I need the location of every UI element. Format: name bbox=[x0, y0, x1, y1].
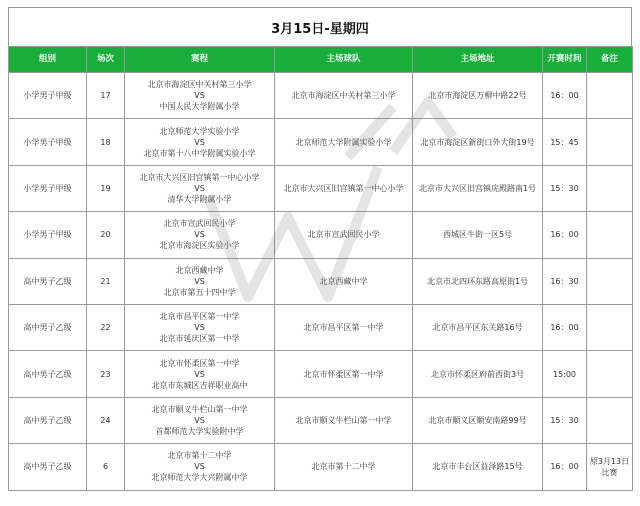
group-cell: 高中男子乙级 bbox=[9, 258, 87, 304]
match-no-cell: 18 bbox=[87, 119, 125, 165]
home-team-cell: 北京市顺义牛栏山第一中学 bbox=[275, 397, 413, 443]
match-no-cell: 23 bbox=[87, 351, 125, 397]
fixture-away-team: 中国人民大学附属小学 bbox=[159, 102, 240, 112]
note-cell bbox=[587, 165, 633, 211]
fixture-home-team: 北京市第十二中学 bbox=[167, 451, 232, 461]
fixture-away-team: 北京市第十八中学附属实验小学 bbox=[143, 148, 256, 158]
table-row bbox=[9, 304, 633, 350]
table-row bbox=[9, 73, 633, 119]
fixture-cell bbox=[125, 165, 275, 211]
fixture-away-team: 北京市东城区吉祥职业高中 bbox=[151, 380, 248, 390]
fixture-home-team: 北京市宣武回民小学 bbox=[163, 219, 236, 229]
start-time-cell: 15:00 bbox=[543, 351, 587, 397]
fixture-home-team: 北京市顺义牛栏山第一中学 bbox=[151, 404, 248, 414]
start-time-cell: 16：00 bbox=[543, 73, 587, 119]
home-address-cell: 北京市昌平区东关路16号 bbox=[413, 304, 543, 350]
fixture-cell bbox=[125, 73, 275, 119]
table-row bbox=[9, 397, 633, 443]
fixture-away-team: 清华大学附属小学 bbox=[167, 194, 232, 204]
start-time-cell: 16：00 bbox=[543, 212, 587, 258]
table-row bbox=[9, 258, 633, 304]
note-cell bbox=[587, 212, 633, 258]
note-cell bbox=[587, 304, 633, 350]
group-cell: 高中男子乙级 bbox=[9, 351, 87, 397]
group-cell: 高中男子乙级 bbox=[9, 304, 87, 350]
fixture-cell bbox=[125, 444, 275, 490]
group-cell: 高中男子乙级 bbox=[9, 444, 87, 490]
home-team-cell: 北京市大兴区旧宫镇第一中心小学 bbox=[275, 165, 413, 211]
vs-label: VS bbox=[194, 183, 205, 193]
header-home-team: 主场球队 bbox=[275, 47, 413, 73]
vs-label: VS bbox=[194, 137, 205, 147]
home-address-cell: 北京市顺义区顺安南路99号 bbox=[413, 397, 543, 443]
fixture-cell bbox=[125, 397, 275, 443]
match-no-cell: 19 bbox=[87, 165, 125, 211]
fixture-away-team: 北京市第五十四中学 bbox=[163, 287, 236, 297]
fixture-home-team: 北京市海淀区中关村第三小学 bbox=[147, 80, 252, 90]
fixture-cell bbox=[125, 212, 275, 258]
fixture-cell bbox=[125, 351, 275, 397]
match-no-cell: 17 bbox=[87, 73, 125, 119]
fixture-away-team: 北京市延庆区第一中学 bbox=[159, 334, 240, 344]
table-row bbox=[9, 119, 633, 165]
home-address-cell: 北京市北四环东路高原街1号 bbox=[413, 258, 543, 304]
group-cell: 小学男子甲级 bbox=[9, 165, 87, 211]
fixture-cell bbox=[125, 304, 275, 350]
match-no-cell: 22 bbox=[87, 304, 125, 350]
home-address-cell: 西城区牛街一区5号 bbox=[413, 212, 543, 258]
start-time-cell: 15：30 bbox=[543, 165, 587, 211]
header-fixture: 赛程 bbox=[125, 47, 275, 73]
header-start-time: 开赛时间 bbox=[543, 47, 587, 73]
fixture-away-team: 北京师范大学大兴附属中学 bbox=[151, 473, 248, 483]
note-cell bbox=[587, 73, 633, 119]
home-team-cell: 北京市海淀区中关村第三小学 bbox=[275, 73, 413, 119]
note-cell: 原3月13日比赛 bbox=[587, 444, 633, 490]
header-note: 备注 bbox=[587, 47, 633, 73]
home-team-cell: 北京市怀柔区第一中学 bbox=[275, 351, 413, 397]
start-time-cell: 16：00 bbox=[543, 444, 587, 490]
home-team-cell: 北京市第十二中学 bbox=[275, 444, 413, 490]
home-address-cell: 北京市海淀区万柳中路22号 bbox=[413, 73, 543, 119]
home-address-cell: 北京市丰台区益泽路15号 bbox=[413, 444, 543, 490]
fixture-home-team: 北京师范大学实验小学 bbox=[159, 126, 240, 136]
vs-label: VS bbox=[194, 462, 205, 472]
fixture-cell bbox=[125, 258, 275, 304]
table-row bbox=[9, 444, 633, 490]
home-team-cell: 北京西藏中学 bbox=[275, 258, 413, 304]
schedule-table bbox=[8, 46, 633, 491]
match-no-cell: 21 bbox=[87, 258, 125, 304]
group-cell: 高中男子乙级 bbox=[9, 397, 87, 443]
home-address-cell: 北京市海淀区新街口外大街19号 bbox=[413, 119, 543, 165]
home-team-cell: 北京市宣武回民小学 bbox=[275, 212, 413, 258]
start-time-cell: 15：30 bbox=[543, 397, 587, 443]
note-cell bbox=[587, 397, 633, 443]
table-row bbox=[9, 165, 633, 211]
fixture-home-team: 北京市怀柔区第一中学 bbox=[159, 358, 240, 368]
note-cell bbox=[587, 119, 633, 165]
table-row bbox=[9, 212, 633, 258]
start-time-cell: 16：30 bbox=[543, 258, 587, 304]
fixture-away-team: 北京市海淀区实验小学 bbox=[159, 241, 240, 251]
vs-label: VS bbox=[194, 230, 205, 240]
header-match-no: 场次 bbox=[87, 47, 125, 73]
vs-label: VS bbox=[194, 91, 205, 101]
group-cell: 小学男子甲级 bbox=[9, 119, 87, 165]
start-time-cell: 16：00 bbox=[543, 304, 587, 350]
group-cell: 小学男子甲级 bbox=[9, 212, 87, 258]
home-address-cell: 北京市大兴区旧宫镇庑殿路南1号 bbox=[413, 165, 543, 211]
home-team-cell: 北京市昌平区第一中学 bbox=[275, 304, 413, 350]
vs-label: VS bbox=[194, 276, 205, 286]
header-row bbox=[9, 47, 633, 73]
group-cell: 小学男子甲级 bbox=[9, 73, 87, 119]
fixture-home-team: 北京西藏中学 bbox=[175, 265, 224, 275]
header-group: 组别 bbox=[9, 47, 87, 73]
schedule-title: 3月15日-星期四 bbox=[8, 7, 632, 46]
start-time-cell: 15：45 bbox=[543, 119, 587, 165]
fixture-home-team: 北京市大兴区旧宫镇第一中心小学 bbox=[139, 172, 260, 182]
match-no-cell: 6 bbox=[87, 444, 125, 490]
fixture-home-team: 北京市昌平区第一中学 bbox=[159, 312, 240, 322]
note-cell bbox=[587, 351, 633, 397]
match-no-cell: 20 bbox=[87, 212, 125, 258]
table-row bbox=[9, 351, 633, 397]
fixture-away-team: 首都师范大学实验附中学 bbox=[155, 426, 244, 436]
header-home-address: 主场地址 bbox=[413, 47, 543, 73]
vs-label: VS bbox=[194, 323, 205, 333]
schedule-sheet bbox=[8, 7, 632, 501]
note-cell bbox=[587, 258, 633, 304]
match-no-cell: 24 bbox=[87, 397, 125, 443]
vs-label: VS bbox=[194, 369, 205, 379]
vs-label: VS bbox=[194, 415, 205, 425]
home-address-cell: 北京市怀柔区府前西街3号 bbox=[413, 351, 543, 397]
home-team-cell: 北京师范大学附属实验小学 bbox=[275, 119, 413, 165]
fixture-cell bbox=[125, 119, 275, 165]
